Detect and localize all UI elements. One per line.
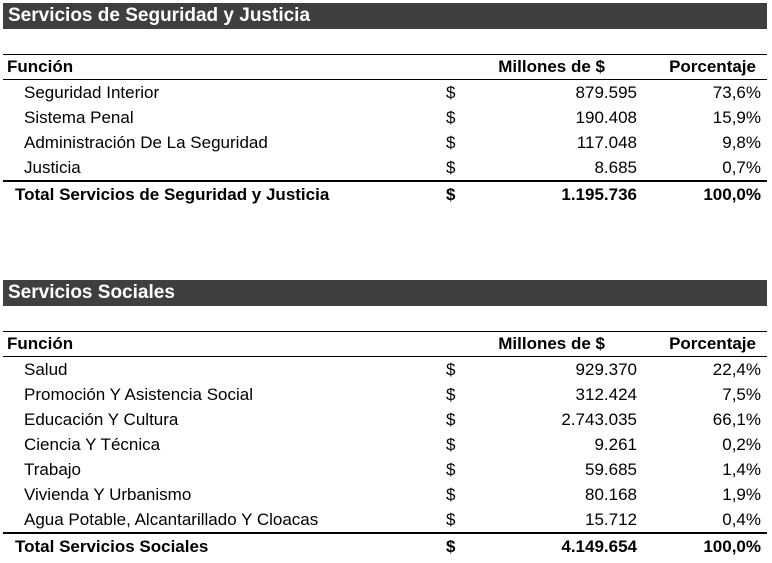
table-servicios-sociales: [3, 331, 767, 559]
column-header-funcion: Función: [7, 57, 74, 76]
table-row: [3, 507, 767, 532]
table-header-row: [3, 54, 767, 80]
table-total-row: [3, 180, 767, 207]
table-row: [3, 457, 767, 482]
row-funcion: Vivienda Y Urbanismo: [24, 485, 192, 504]
row-currency: $: [446, 435, 456, 454]
row-currency: $: [446, 83, 456, 102]
table-total-row: [3, 532, 767, 559]
row-porcentaje: 9,8%: [722, 133, 761, 152]
row-currency: $: [446, 133, 456, 152]
row-funcion: Promoción Y Asistencia Social: [24, 385, 253, 404]
column-header-millones: Millones de $: [498, 334, 605, 353]
row-porcentaje: 0,4%: [722, 510, 761, 529]
row-currency: $: [446, 158, 456, 177]
row-millones: 9.261: [594, 435, 637, 454]
table-row: [3, 482, 767, 507]
total-currency: $: [446, 537, 456, 556]
column-header-millones: Millones de $: [498, 57, 605, 76]
column-header-funcion: Función: [7, 334, 74, 353]
row-porcentaje: 0,7%: [722, 158, 761, 177]
row-millones: 2.743.035: [561, 410, 637, 429]
row-funcion: Agua Potable, Alcantarillado Y Cloacas: [24, 510, 319, 529]
row-currency: $: [446, 385, 456, 404]
table-seguridad-justicia: [3, 54, 767, 207]
row-funcion: Seguridad Interior: [24, 83, 160, 102]
row-funcion: Justicia: [24, 158, 81, 177]
total-currency: $: [446, 185, 456, 204]
row-currency: $: [446, 510, 456, 529]
table-row: [3, 105, 767, 130]
row-millones: 59.685: [585, 460, 637, 479]
row-currency: $: [446, 485, 456, 504]
table-row: [3, 130, 767, 155]
section-title-seguridad-justicia: Servicios de Seguridad y Justicia: [3, 3, 767, 29]
row-millones: 15.712: [585, 510, 637, 529]
row-currency: $: [446, 360, 456, 379]
table-row: [3, 382, 767, 407]
total-porcentaje: 100,0%: [703, 537, 761, 556]
row-funcion: Educación Y Cultura: [24, 410, 179, 429]
section-title-servicios-sociales: Servicios Sociales: [3, 280, 767, 306]
row-porcentaje: 22,4%: [712, 360, 761, 379]
row-porcentaje: 0,2%: [722, 435, 761, 454]
table-row: [3, 357, 767, 382]
table-row: [3, 80, 767, 105]
total-funcion: Total Servicios de Seguridad y Justicia: [15, 185, 330, 204]
total-porcentaje: 100,0%: [703, 185, 761, 204]
row-funcion: Sistema Penal: [24, 108, 134, 127]
row-currency: $: [446, 460, 456, 479]
total-funcion: Total Servicios Sociales: [15, 537, 209, 556]
total-millones: 4.149.654: [561, 537, 637, 556]
row-porcentaje: 15,9%: [712, 108, 761, 127]
row-millones: 117.048: [576, 133, 637, 152]
table-row: [3, 432, 767, 457]
row-funcion: Ciencia Y Técnica: [24, 435, 161, 454]
row-porcentaje: 1,4%: [722, 460, 761, 479]
total-millones: 1.195.736: [561, 185, 637, 204]
row-millones: 80.168: [585, 485, 637, 504]
column-header-porcentaje: Porcentaje: [669, 57, 756, 76]
row-funcion: Trabajo: [24, 460, 82, 479]
row-millones: 879.595: [575, 83, 637, 102]
row-currency: $: [446, 410, 456, 429]
row-currency: $: [446, 108, 456, 127]
row-millones: 312.424: [575, 385, 637, 404]
table-row: [3, 155, 767, 180]
row-porcentaje: 66,1%: [712, 410, 761, 429]
row-millones: 8.685: [594, 158, 637, 177]
row-porcentaje: 73,6%: [712, 83, 761, 102]
table-header-row: [3, 331, 767, 357]
row-funcion: Salud: [24, 360, 68, 379]
column-header-porcentaje: Porcentaje: [669, 334, 756, 353]
row-millones: 929.370: [575, 360, 637, 379]
row-funcion: Administración De La Seguridad: [24, 133, 268, 152]
row-millones: 190.408: [575, 108, 637, 127]
row-porcentaje: 1,9%: [722, 485, 761, 504]
row-porcentaje: 7,5%: [722, 385, 761, 404]
table-row: [3, 407, 767, 432]
